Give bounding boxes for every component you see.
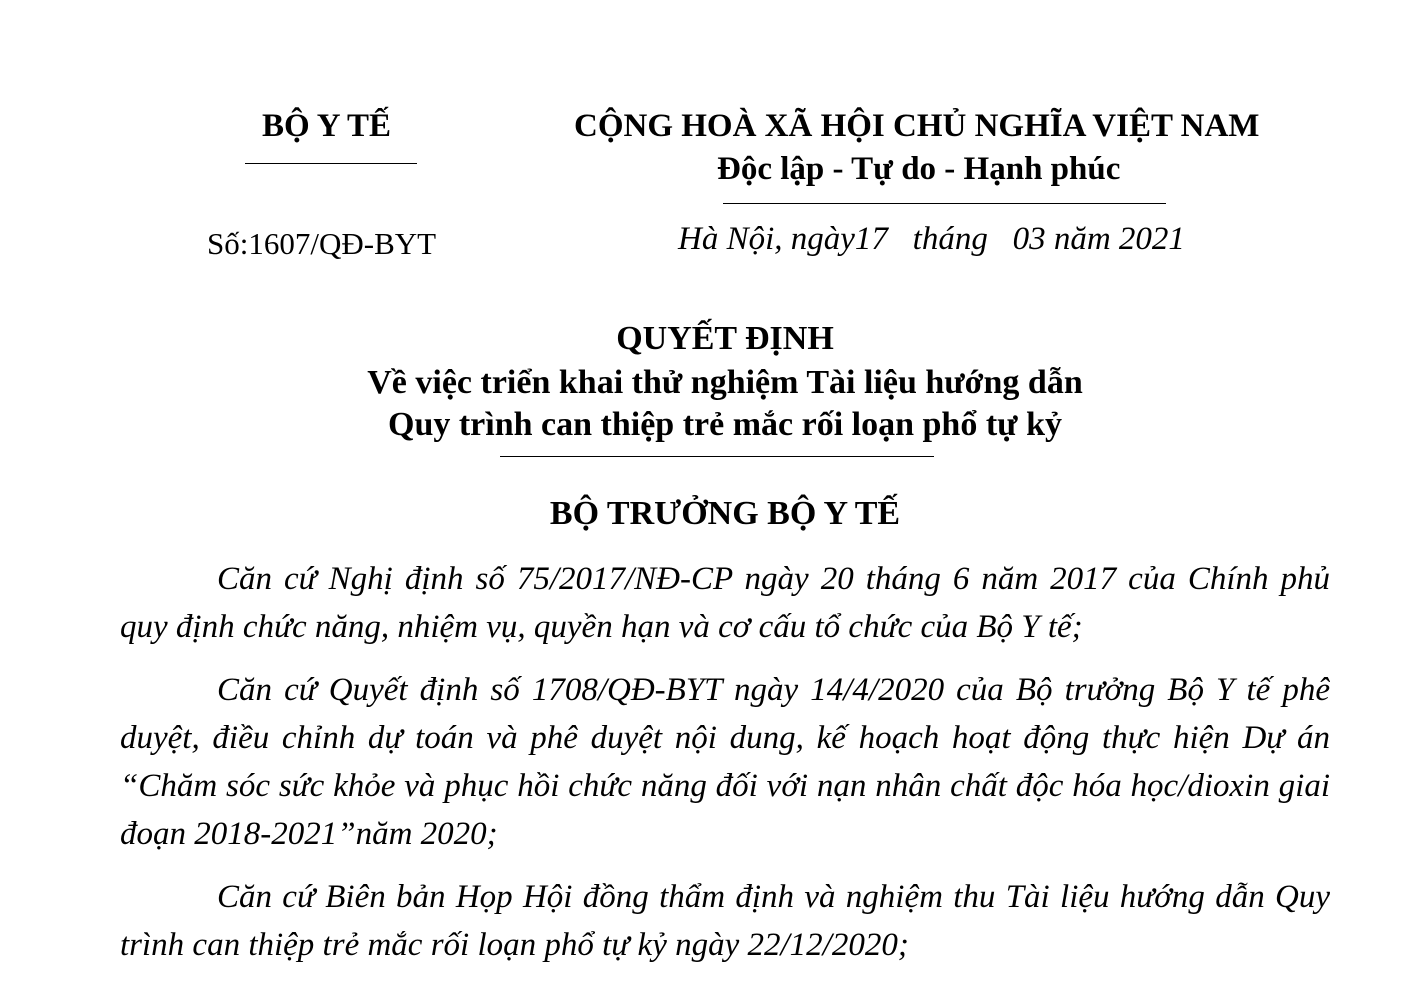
national-title: CỘNG HOÀ XÃ HỘI CHỦ NGHĨA VIỆT NAM [574, 108, 1260, 144]
document-type-title: QUYẾT ĐỊNH [616, 320, 834, 357]
legal-basis-paragraph: Căn cứ Biên bản Họp Hội đồng thẩm định và nghiệm thu Tài liệu hướng dẫn Quy trình can thiệp trẻ mắc rối loạn phổ tự kỷ ngày 22/12/2020; [120, 879, 1330, 963]
motto-divider [723, 203, 1166, 204]
subject-line-1: Về việc triển khai thử nghiệm Tài liệu hướng dẫn [367, 364, 1083, 401]
authority-heading: BỘ TRƯỞNG BỘ Y TẾ [549, 495, 901, 532]
agency-divider [245, 163, 417, 164]
national-motto: Độc lập - Tự do - Hạnh phúc [717, 151, 1121, 187]
title-divider [500, 456, 934, 457]
issuing-agency: BỘ Y TẾ [262, 108, 391, 144]
legal-basis-paragraph: Căn cứ Nghị định số 75/2017/NĐ-CP ngày 20 tháng 6 năm 2017 của Chính phủ quy định chức năng, nhiệm vụ, quyền hạn và cơ cấu tổ chức của Bộ Y tế; [120, 561, 1330, 645]
subject-line-2: Quy trình can thiệp trẻ mắc rối loạn phổ tự kỷ [388, 406, 1062, 443]
legal-basis-paragraph: Căn cứ Quyết định số 1708/QĐ-BYT ngày 14/4/2020 của Bộ trưởng Bộ Y tế phê duyệt, điều chỉnh dự toán và phê duyệt nội dung, kế hoạch hoạt động thực hiện Dự án “Chăm sóc sức khỏe và phục hồi chức năng đối với nạn nhân chất độc hóa học/dioxin giai đoạn 2018-2021”năm 2020; [120, 672, 1330, 852]
place-date: Hà Nội, ngày17 tháng 03 năm 2021 [678, 221, 1185, 257]
document-number: Số:1607/QĐ-BYT [207, 226, 437, 261]
